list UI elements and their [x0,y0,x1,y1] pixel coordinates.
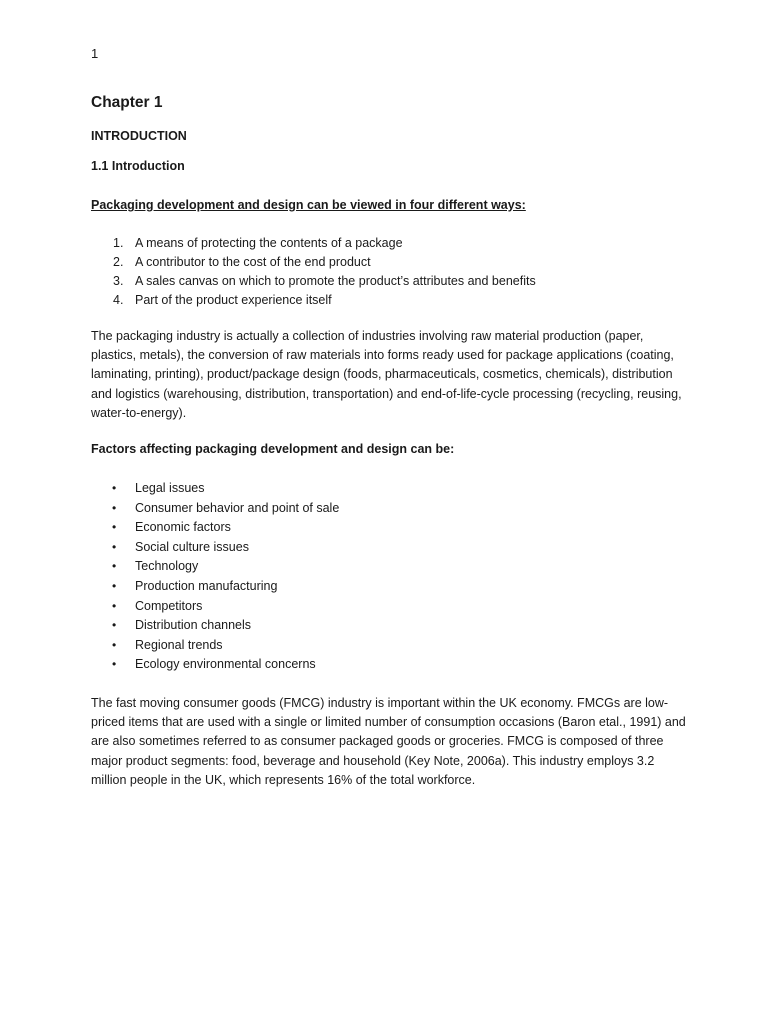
factor-text: Economic factors [135,520,231,535]
factor-text: Legal issues [135,481,205,495]
factor-item [91,616,339,636]
factor-text: Competitors [135,598,203,613]
ways-list-item [91,272,536,291]
ways-list-item [91,291,536,310]
list-number: 3. [113,274,124,288]
factor-text: Technology [135,559,199,574]
factor-item [91,538,339,558]
list-number: 1. [113,236,124,250]
bullet-icon: • [112,618,117,633]
factor-text: Ecology environmental concerns [135,657,316,672]
list-item-text: Part of the product experience itself [135,293,332,307]
factors-heading: Factors affecting packaging development and design can be: [91,442,455,456]
section-heading: INTRODUCTION [91,129,187,143]
ways-list [91,234,536,310]
bullet-icon: • [112,500,117,515]
list-number: 4. [113,293,124,307]
factor-item [91,597,339,617]
paragraph-packaging-industry: The packaging industry is actually a collection of industries involving raw material production (paper, plastics, metals), the conversion of raw materials into forms ready used for package applications (coating, laminating, printing), product/package design (foods, pharmaceuticals, cosmetics, chemicals), distribution and logistics (warehousing, distribution, transportation) and end-of-life-cycle processing (recycling, reusing, water-to-energy). [91,329,682,420]
factor-text: Production manufacturing [135,578,278,593]
list-item-text: A contributor to the cost of the end product [135,255,371,269]
factor-text: Social culture issues [135,539,249,554]
page-number: 1 [91,46,99,61]
factor-item [91,557,339,577]
ways-list-item [91,234,536,253]
factor-text: Regional trends [135,637,223,652]
bullet-icon: • [112,578,117,593]
bullet-icon: • [112,598,117,613]
list-item-text: A sales canvas on which to promote the product’s attributes and benefits [135,274,536,288]
ways-list-item [91,253,536,272]
chapter-title: Chapter 1 [91,94,163,111]
subsection-heading: 1.1 Introduction [91,159,185,173]
factor-item [91,655,339,675]
factor-item [91,577,339,597]
factor-item [91,518,339,538]
bullet-icon: • [112,657,117,672]
bullet-icon: • [112,520,117,535]
bullet-icon: • [112,637,117,652]
bullet-icon: • [112,559,117,574]
list-item-text: A means of protecting the contents of a package [135,236,403,250]
bullet-icon: • [112,539,117,554]
bullet-icon: • [112,481,117,495]
factor-item [91,636,339,656]
factor-text: Consumer behavior and point of sale [135,500,340,515]
factor-item [91,479,339,499]
factors-list [91,479,339,675]
ways-heading: Packaging development and design can be viewed in four different ways: [91,198,526,212]
factor-text: Distribution channels [135,618,252,633]
list-number: 2. [113,255,124,269]
paragraph-fmcg-industry: The fast moving consumer goods (FMCG) industry is important within the UK economy. FMCGs are low-priced items that are used with a single or limited number of consumption occasions (Baron etal., 1991) and are also sometimes referred to as consumer packaged goods or groceries. FMCG is composed of three major product segments: food, beverage and household (Key Note, 2006a). This industry employs 3.2 million people in the UK, which represents 16% of the total workforce. [91,696,686,787]
factor-item [91,499,339,519]
